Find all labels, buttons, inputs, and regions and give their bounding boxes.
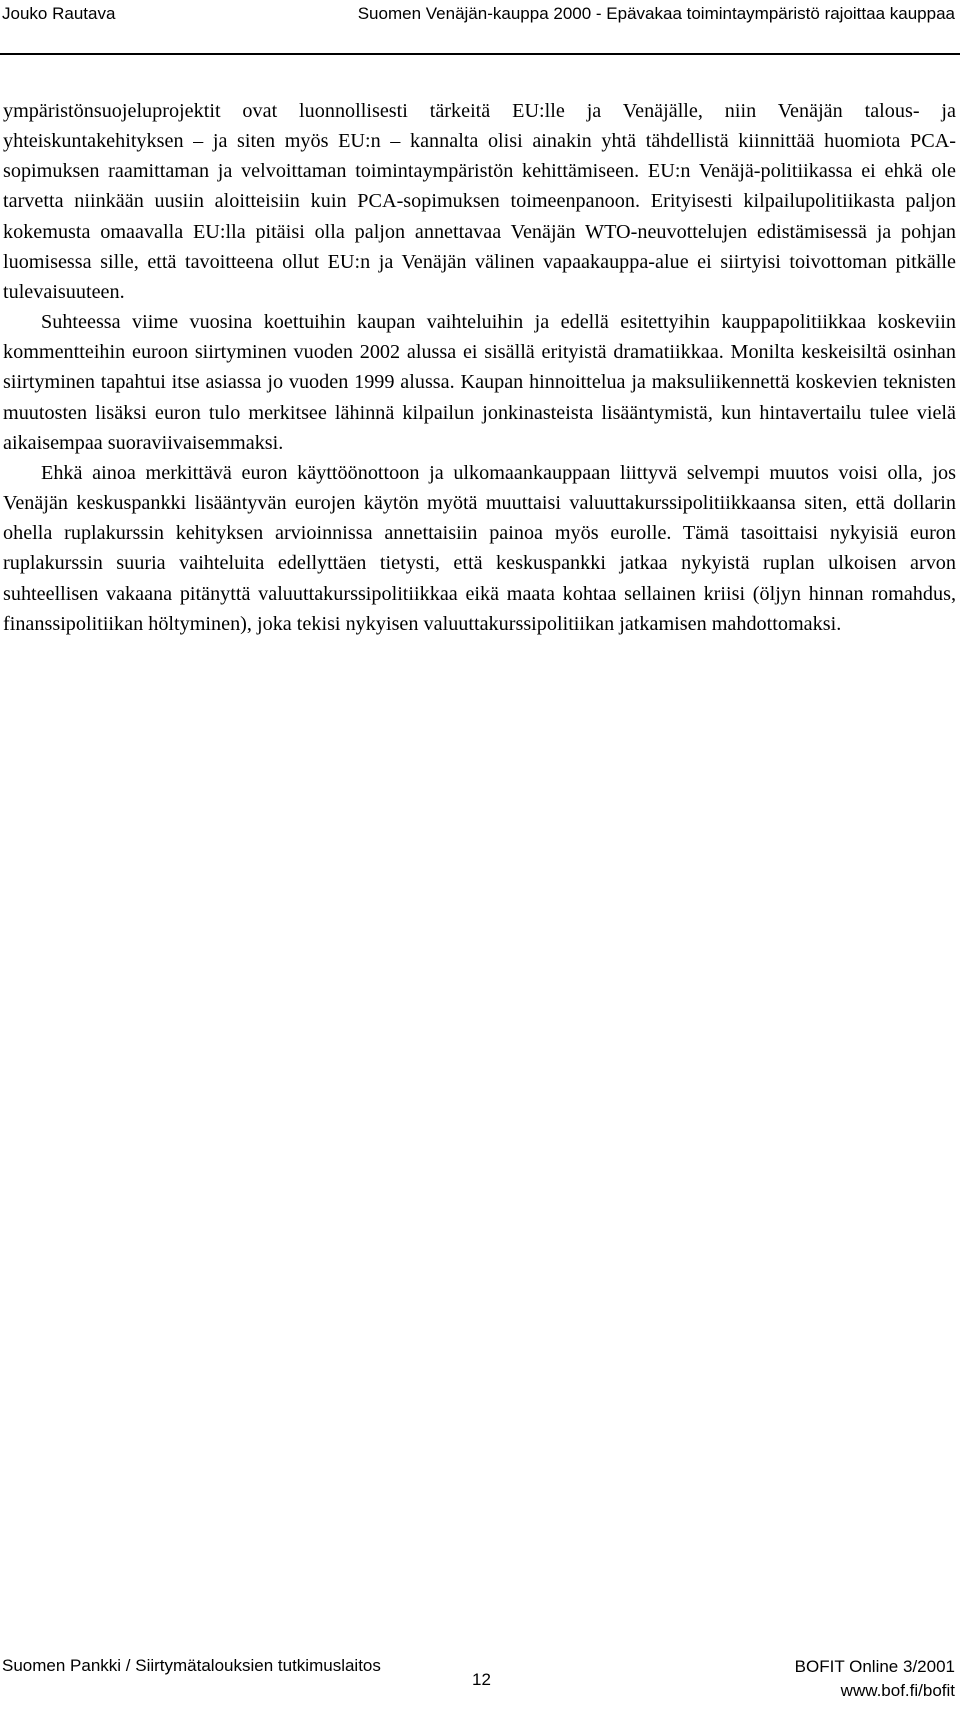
footer-publisher: Suomen Pankki / Siirtymätalouksien tutkimuslaitos [2, 1656, 381, 1675]
header-author: Jouko Rautava [2, 4, 116, 23]
paragraph-2: Suhteessa viime vuosina koettuihin kaupan vaihteluihin ja edellä esitettyihin kauppapolitiikkaa koskeviin kommentteihin euroon siirtyminen vuoden 2002 alussa ei sisällä erityistä dramatiikkaa. Monilta keskeisiltä osinhan siirtyminen tapahtui itse asiassa jo vuoden 1999 alussa. Kaupan hinnoittelua ja maksuliikennettä koskevien teknisten muutosten lisäksi euron tulo merkitsee lähinnä kilpailun jonkinasteista lisääntymistä, kun hintavertailu tulee vielä aikaisempaa suoraviivaisemmaksi. [3, 311, 956, 454]
header-title: Suomen Venäjän-kauppa 2000 - Epävakaa toimintaympäristö rajoittaa kauppaa [357, 4, 955, 23]
footer-series: BOFIT Online 3/2001 [794, 1657, 955, 1676]
header-rule [0, 53, 960, 55]
footer-url: www.bof.fi/bofit [840, 1681, 955, 1700]
page-number: 12 [472, 1670, 491, 1689]
article-body [3, 96, 956, 639]
paragraph-3: Ehkä ainoa merkittävä euron käyttöönottoon ja ulkomaankauppaan liittyvä selvempi muutos voisi olla, jos Venäjän keskuspankki lisääntyvän eurojen käytön myötä muuttaisi valuuttakurssipolitiikkaansa siten, että dollarin ohella ruplakurssin kehityksen arvioinnissa annettaisiin painoa myös eurolle. Tämä tasoittaisi nykyisiä euron ruplakurssin suuria vaihteluita edellyttäen tietysti, että keskuspankki jatkaa nykyistä ruplan ulkoisen arvon suhteellisen vakaana pitänyttä valuuttakurssipolitiikkaa eikä maata kohtaa sellainen kriisi (öljyn hinnan romahdus, finanssipolitiikan höltyminen), joka tekisi nykyisen valuuttakurssipolitiikan jatkamisen mahdottomaksi. [3, 461, 956, 635]
paragraph-1: ympäristönsuojeluprojektit ovat luonnollisesti tärkeitä EU:lle ja Venäjälle, niin Venäjän talous- ja yhteiskuntakehityksen – ja siten myös EU:n – kannalta olisi ainakin yhtä tähdellistä kiinnittää huomiota PCA-sopimuksen raamittaman ja velvoittaman toimintaympäristön kehittämiseen. EU:n Venäjä-politiikassa ei ehkä ole tarvetta niinkään uusiin aloitteisiin kuin PCA-sopimuksen toimeenpanoon. Erityisesti kilpailupolitiikasta paljon kokemusta omaavalla EU:lla pitäisi olla paljon annettavaa Venäjän WTO-neuvottelujen edistämisessä ja pohjan luomisessa sille, että tavoitteena ollut EU:n ja Venäjän välinen vapaakauppa-alue ei siirtyisi toivottoman pitkälle tulevaisuuteen. [3, 100, 956, 303]
page-header [0, 0, 960, 56]
footer-series-block [795, 1655, 955, 1703]
